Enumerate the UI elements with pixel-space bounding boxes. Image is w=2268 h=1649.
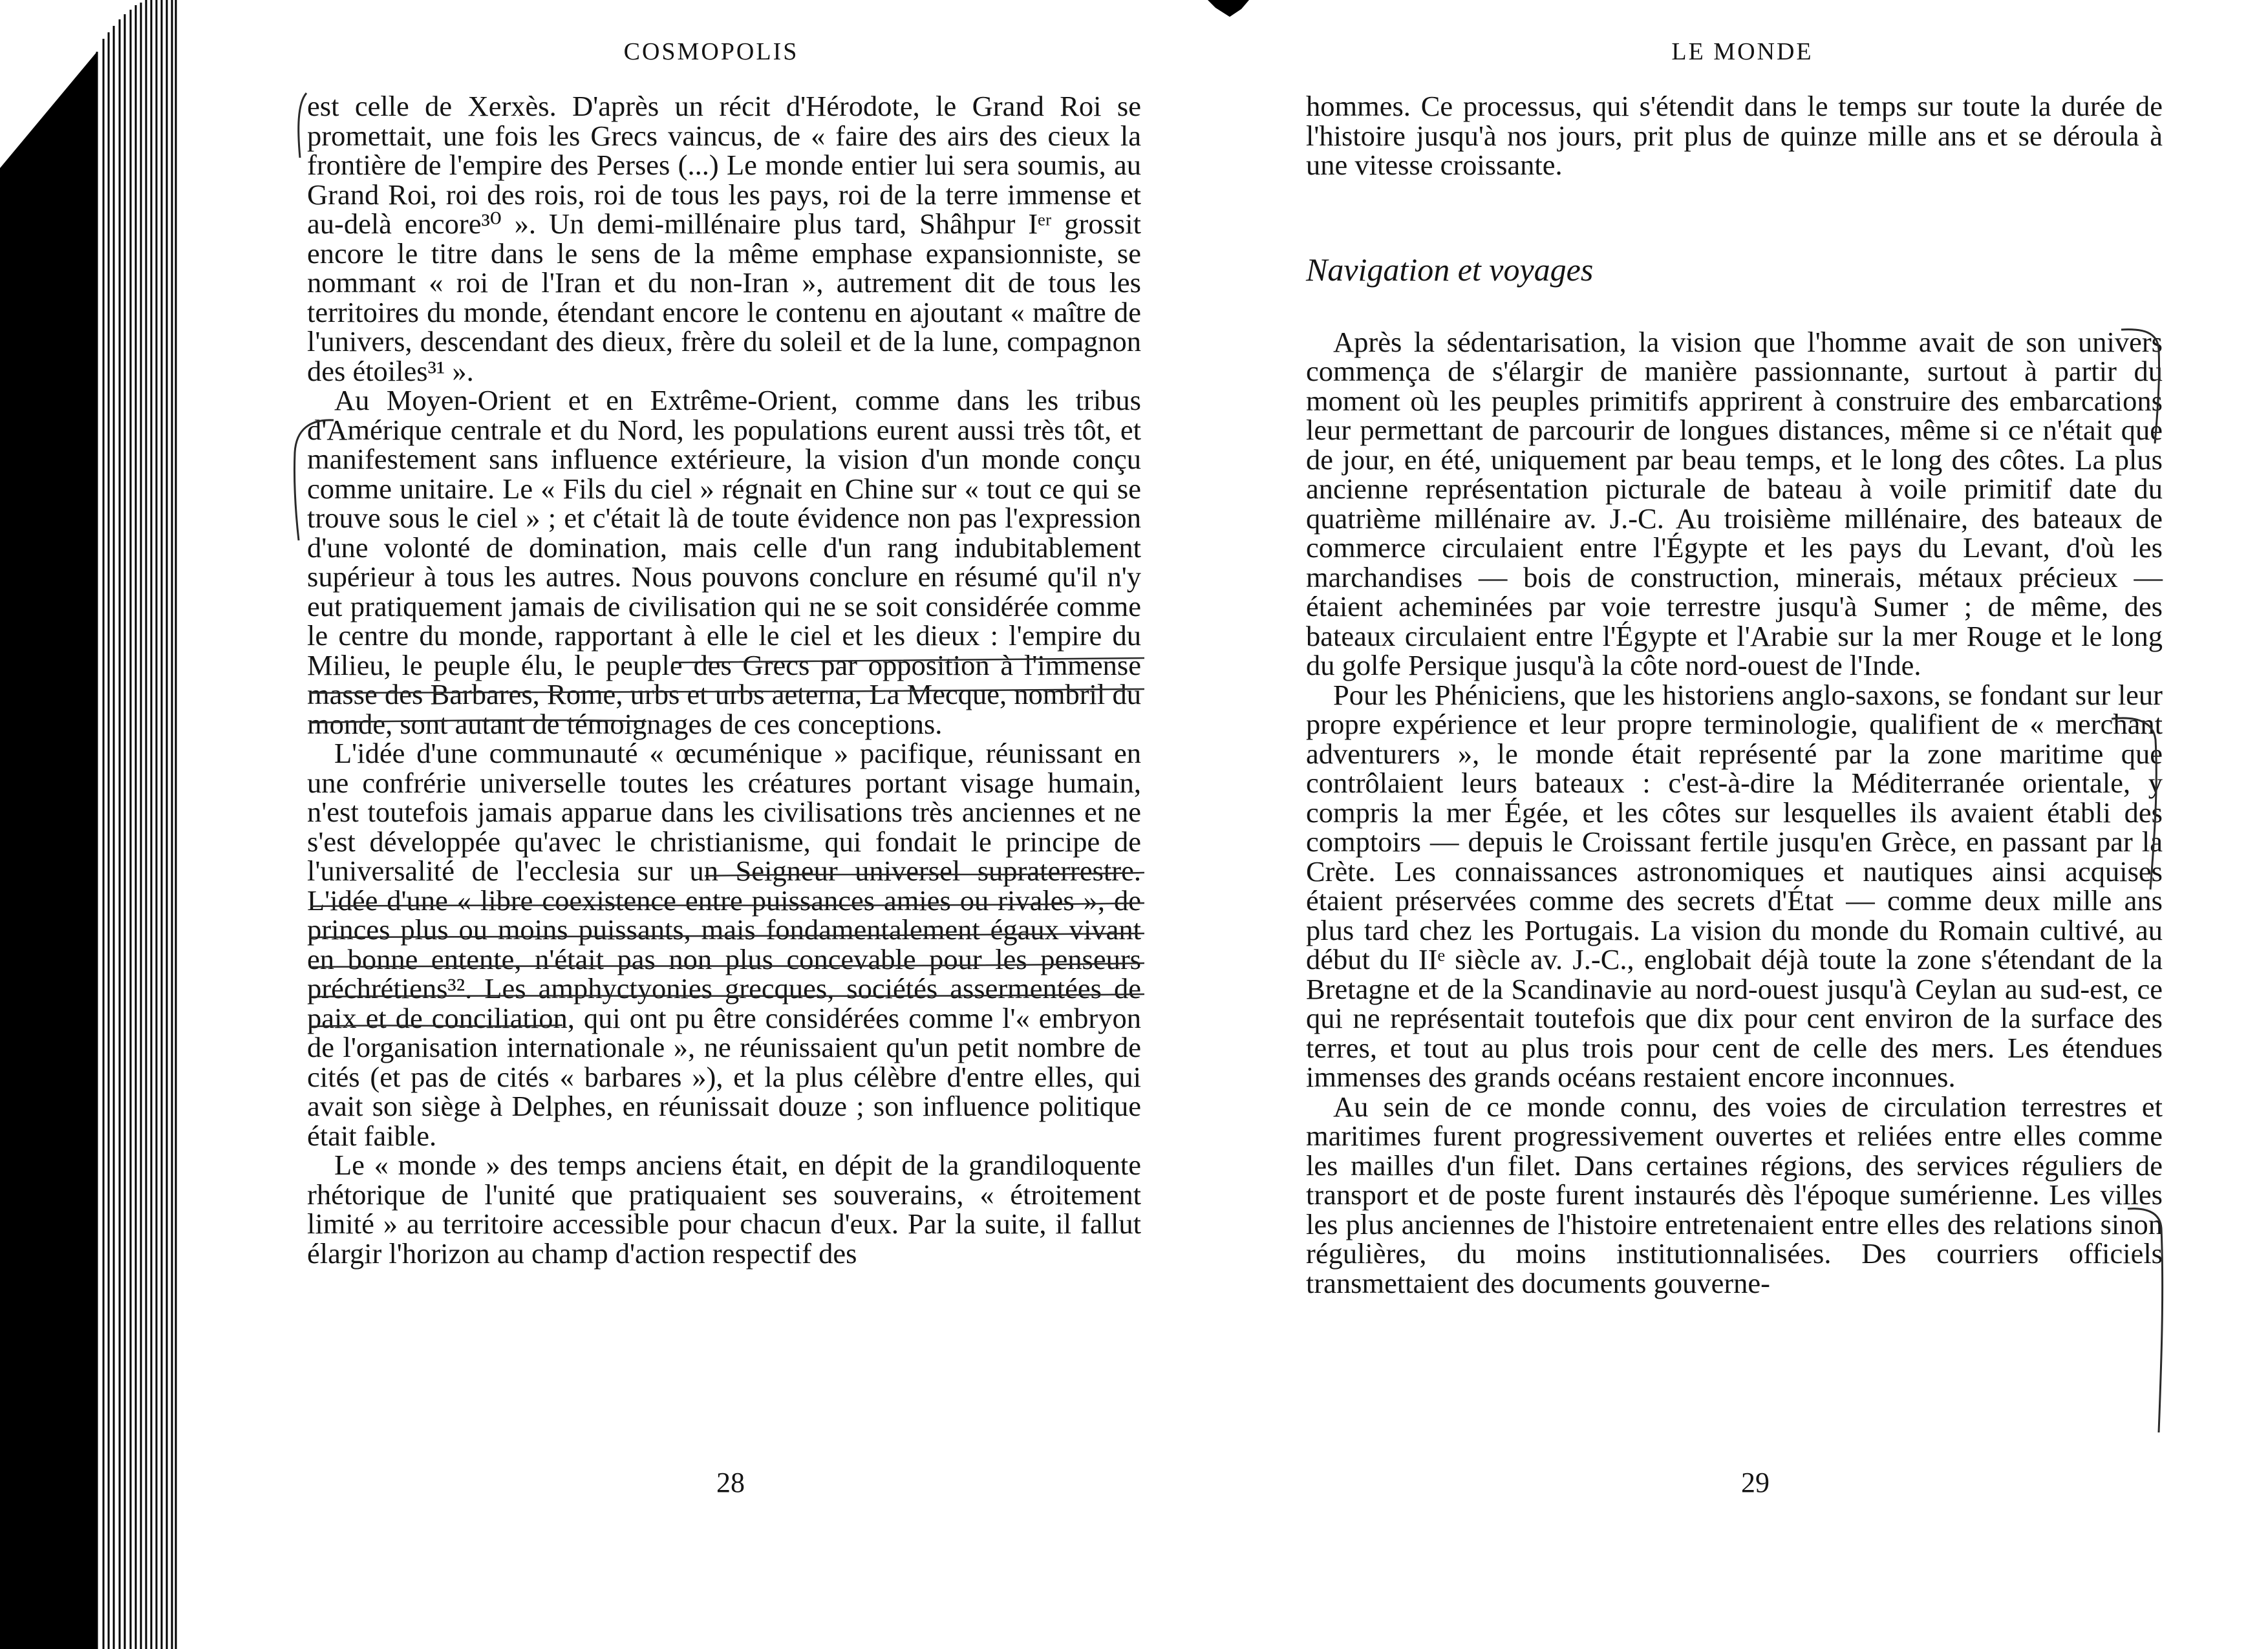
running-head-left: COSMOPOLIS [623,38,799,65]
right-paragraph-0: hommes. Ce processus, qui s'étendit dans le temps sur toute la durée de l'histoire jusqu'à nos jours, prit plus de quinze mille ans et se déroula à une vitesse croissante. [1306,90,2163,181]
right-page [1290,0,2182,1649]
left-paragraph-1: est celle de Xerxès. D'après un récit d'Hérodote, le Grand Roi se promettait, une fois les Grecs vaincus, de « faire des airs des cieux la frontière de l'empire des Perses (...) Le monde entier lui sera soumis, au Grand Roi, roi des rois, roi de tous les pays, roi de la terre immense et au-delà encore³⁰ ». Un demi-millénaire plus tard, Shâhpur Iᵉʳ grossit encore le titre dans le sens de la même emphase expansionniste, se nommant « roi de l'Iran et du non-Iran », autrement dit de tous les territoires du monde, étendant encore le contenu en ajoutant « maître de l'univers, descendant des dieux, frère du soleil et de la lune, compagnon des étoiles³¹ ». [307,90,1141,387]
section-heading: Navigation et voyages [1306,251,1594,288]
scan-mark [1190,0,1267,26]
left-paragraph-3: L'idée d'une communauté « œcuménique » pacifique, réunissant en une confrérie universelle toutes les créatures portant visage humain, n'est toutefois jamais apparue dans les civilisations très anciennes et ne s'est développée qu'avec le christianisme, qui fondait le principe de l'universalité de l'ecclesia sur un Seigneur universel supraterrestre. L'idée d'une « libre coexistence entre puissances amies ou rivales », de princes plus ou moins puissants, mais fondamentalement égaux vivant en bonne entente, n'était pas non plus concevable pour les penseurs préchrétiens³². Les amphyctyonies grecques, sociétés assermentées de paix et de conciliation, qui ont pu être considérées comme l'« embryon de l'organisation internationale », ne réunissaient qu'un petit nombre de cités (et pas de cités « barbares »), et la plus célèbre d'entre elles, qui avait son siège à Delphes, en réunissait douze ; son influence politique était faible. [307,737,1141,1152]
right-paragraph-1: Après la sédentarisation, la vision que l'homme avait de son univers commença de s'élargir de manière passionnante, surtout à partir du moment où les peuples primitifs apprirent à construire des embarcations leur permettant de parcourir de longues distances, même si ce n'était que de jour, en été, uniquement par beau temps, et le long des côtes. La plus ancienne représentation picturale de bateau à voile primitif date du quatrième millénaire av. J.-C. Au troisième millénaire, des bateaux de commerce circulaient entre l'Égypte et les pays du Levant, d'où les marchandises — bois de construction, minerais, métaux précieux — étaient acheminées par voie terrestre jusqu'à Sumer ; de même, des bateaux circulaient entre l'Égypte et l'Arabie sur la mer Rouge et le long du golfe Persique jusqu'à la côte nord-ouest de l'Inde. [1306,325,2163,681]
right-text-block [1306,92,2163,1298]
right-paragraph-2: Pour les Phéniciens, que les historiens anglo-saxons, se fondant sur leur propre expérience et leur propre terminologie, qualifient de « merchant adventurers », le monde était représenté par la zone maritime que contrôlaient leurs bateaux : c'est-à-dire la Méditerranée orientale, y compris la mer Égée, et les côtes sur lesquelles ils avaient établi des comptoirs — depuis le Croissant fertile jusqu'en Grèce, en passant par la Crète. Les connaissances astronomiques et nautiques ainsi acquises étaient préservées comme des secrets d'État — comme deux mille ans plus tard chez les Portugais. La vision du monde du Romain cultivé, au début du IIᵉ siècle av. J.-C., englobait déjà toute la zone s'étendant de la Bretagne et de la Scandinavie au nord-ouest jusqu'à Ceylan au sud-est, ce qui ne représentait toutefois que dix pour cent environ de la surface des terres, et tout au plus trois pour cent de celle des mers. Les étendues immenses des grands océans restaient encore inconnues. [1306,678,2163,1093]
running-head-right: LE MONDE [1671,38,1813,65]
page-number-right: 29 [1741,1467,1770,1498]
left-text-block [307,92,1141,1268]
book-fore-edge [0,0,194,1649]
left-page [284,0,1164,1649]
right-paragraph-3: Au sein de ce monde connu, des voies de circulation terrestres et maritimes furent progressivement ouvertes et reliées entre elles comme les mailles d'un filet. Dans certaines régions, des services réguliers de transport et de poste furent instaurés dès l'époque sumérienne. Les villes les plus anciennes de l'histoire entretenaient entre elles des relations sinon régulières, du moins institutionnalisées. Des courriers officiels transmettaient des documents gouverne- [1306,1090,2163,1299]
left-paragraph-4: Le « monde » des temps anciens était, en dépit de la grandiloquente rhétorique de l'unité que pratiquaient ses souverains, « étroitement limité » au territoire accessible pour chacun d'eux. Par la suite, il fallut élargir l'horizon au champ d'action respectif des [307,1149,1141,1270]
left-paragraph-2: Au Moyen-Orient et en Extrême-Orient, comme dans les tribus d'Amérique centrale et du Nord, les populations eurent aussi très tôt, et manifestement sans influence extérieure, la vision d'un monde conçu comme unitaire. Le « Fils du ciel » régnait en Chine sur « tout ce qui se trouve sous le ciel » ; et c'était là de toute évidence non pas l'expression d'une volonté de domination, mais celle d'un rang indubitablement supérieur à tous les autres. Nous pouvons conclure en résumé qu'il n'y eut pratiquement jamais de civilisation qui ne se soit considérée comme le centre du monde, rapportant à elle le ciel et les dieux : l'empire du Milieu, le peuple élu, le peuple des Grecs par opposition à l'immense masse des Barbares, Rome, urbs et urbs aeterna, La Mecque, nombril du monde, sont autant de témoignages de ces conceptions. [307,384,1141,740]
page-number-left: 28 [716,1467,745,1498]
